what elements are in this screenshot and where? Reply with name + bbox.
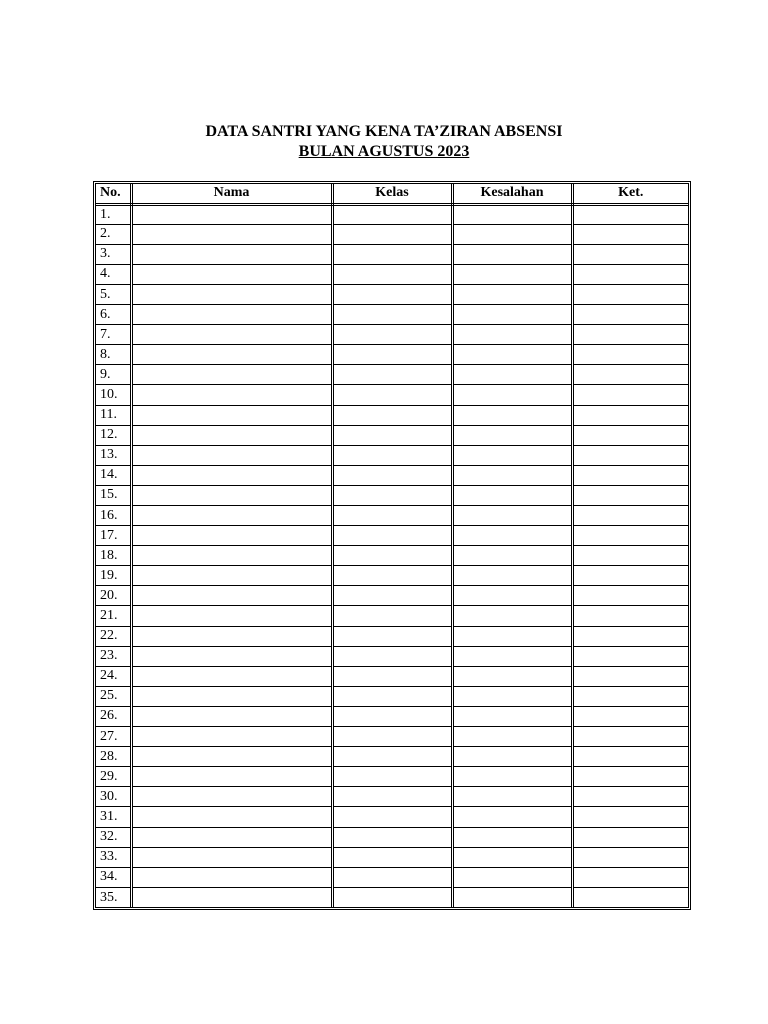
table-row (96, 485, 688, 505)
kelas-cell[interactable] (332, 506, 452, 526)
ket-cell[interactable] (572, 546, 688, 566)
nama-cell[interactable] (131, 465, 332, 485)
kesalahan-cell[interactable] (452, 224, 572, 244)
kelas-cell[interactable] (332, 626, 452, 646)
nama-cell[interactable] (131, 405, 332, 425)
ket-cell[interactable] (572, 867, 688, 887)
nama-cell[interactable] (131, 626, 332, 646)
ket-cell[interactable] (572, 284, 688, 304)
document-title: DATA SANTRI YANG KENA TA’ZIRAN ABSENSI (205, 123, 563, 140)
row-number: 28. (96, 747, 131, 767)
kelas-cell[interactable] (332, 485, 452, 505)
table-row (96, 405, 688, 425)
kelas-cell[interactable] (332, 666, 452, 686)
nama-cell[interactable] (131, 305, 332, 325)
kesalahan-cell[interactable] (452, 666, 572, 686)
row-number: 26. (96, 706, 131, 726)
kelas-cell[interactable] (332, 586, 452, 606)
kesalahan-cell[interactable] (452, 325, 572, 345)
table-row (96, 506, 688, 526)
ket-cell[interactable] (572, 345, 688, 365)
table-row (96, 284, 688, 304)
kesalahan-cell[interactable] (452, 686, 572, 706)
ket-cell[interactable] (572, 767, 688, 787)
nama-cell[interactable] (131, 586, 332, 606)
table-row (96, 706, 688, 726)
nama-cell[interactable] (131, 787, 332, 807)
row-number: 5. (96, 284, 131, 304)
document-subtitle: BULAN AGUSTUS 2023 (298, 143, 470, 160)
table-header-row (96, 184, 688, 204)
nama-cell[interactable] (131, 847, 332, 867)
kesalahan-cell[interactable] (452, 244, 572, 264)
kelas-cell[interactable] (332, 747, 452, 767)
kelas-cell[interactable] (332, 445, 452, 465)
row-number: 4. (96, 264, 131, 284)
table-row (96, 686, 688, 706)
kelas-cell[interactable] (332, 727, 452, 747)
ket-cell[interactable] (572, 425, 688, 445)
row-number: 13. (96, 445, 131, 465)
kesalahan-cell[interactable] (452, 887, 572, 907)
nama-cell[interactable] (131, 385, 332, 405)
table-row (96, 586, 688, 606)
kelas-cell[interactable] (332, 566, 452, 586)
nama-cell[interactable] (131, 566, 332, 586)
kelas-cell[interactable] (332, 807, 452, 827)
ket-cell[interactable] (572, 485, 688, 505)
kesalahan-cell[interactable] (452, 867, 572, 887)
table-row (96, 847, 688, 867)
row-number: 19. (96, 566, 131, 586)
kelas-cell[interactable] (332, 847, 452, 867)
row-number: 23. (96, 646, 131, 666)
kelas-cell[interactable] (332, 224, 452, 244)
header-kesalahan: Kesalahan (452, 184, 572, 204)
kesalahan-cell[interactable] (452, 526, 572, 546)
kelas-cell[interactable] (332, 787, 452, 807)
ket-cell[interactable] (572, 224, 688, 244)
kelas-cell[interactable] (332, 546, 452, 566)
kelas-cell[interactable] (332, 264, 452, 284)
kesalahan-cell[interactable] (452, 706, 572, 726)
row-number: 7. (96, 325, 131, 345)
row-number: 16. (96, 506, 131, 526)
ket-cell[interactable] (572, 385, 688, 405)
row-number: 31. (96, 807, 131, 827)
ket-cell[interactable] (572, 264, 688, 284)
table-row (96, 666, 688, 686)
kesalahan-cell[interactable] (452, 767, 572, 787)
ket-cell[interactable] (572, 727, 688, 747)
ket-cell[interactable] (572, 706, 688, 726)
nama-cell[interactable] (131, 767, 332, 787)
row-number: 35. (96, 887, 131, 907)
kesalahan-cell[interactable] (452, 445, 572, 465)
kelas-cell[interactable] (332, 325, 452, 345)
ket-cell[interactable] (572, 526, 688, 546)
table-row (96, 566, 688, 586)
ket-cell[interactable] (572, 244, 688, 264)
kelas-cell[interactable] (332, 767, 452, 787)
ket-cell[interactable] (572, 305, 688, 325)
ket-cell[interactable] (572, 666, 688, 686)
nama-cell[interactable] (131, 365, 332, 385)
table-row (96, 365, 688, 385)
table-row (96, 727, 688, 747)
table-row (96, 325, 688, 345)
table-row (96, 546, 688, 566)
row-number: 14. (96, 465, 131, 485)
nama-cell[interactable] (131, 425, 332, 445)
kelas-cell[interactable] (332, 526, 452, 546)
nama-cell[interactable] (131, 867, 332, 887)
table-row (96, 827, 688, 847)
nama-cell[interactable] (131, 204, 332, 224)
kelas-cell[interactable] (332, 686, 452, 706)
table-row (96, 465, 688, 485)
table-row (96, 204, 688, 224)
row-number: 34. (96, 867, 131, 887)
nama-cell[interactable] (131, 284, 332, 304)
ket-cell[interactable] (572, 365, 688, 385)
row-number: 30. (96, 787, 131, 807)
ket-cell[interactable] (572, 506, 688, 526)
kesalahan-cell[interactable] (452, 264, 572, 284)
kesalahan-cell[interactable] (452, 405, 572, 425)
kelas-cell[interactable] (332, 706, 452, 726)
kesalahan-cell[interactable] (452, 586, 572, 606)
kesalahan-cell[interactable] (452, 204, 572, 224)
nama-cell[interactable] (131, 686, 332, 706)
nama-cell[interactable] (131, 526, 332, 546)
ket-cell[interactable] (572, 847, 688, 867)
table-row (96, 445, 688, 465)
row-number: 20. (96, 586, 131, 606)
table-row (96, 807, 688, 827)
table-row (96, 767, 688, 787)
kelas-cell[interactable] (332, 244, 452, 264)
ket-cell[interactable] (572, 566, 688, 586)
kesalahan-cell[interactable] (452, 847, 572, 867)
table-row (96, 526, 688, 546)
nama-cell[interactable] (131, 807, 332, 827)
kesalahan-cell[interactable] (452, 485, 572, 505)
nama-cell[interactable] (131, 546, 332, 566)
kelas-cell[interactable] (332, 425, 452, 445)
kesalahan-cell[interactable] (452, 546, 572, 566)
nama-cell[interactable] (131, 224, 332, 244)
ket-cell[interactable] (572, 465, 688, 485)
kelas-cell[interactable] (332, 345, 452, 365)
ket-cell[interactable] (572, 626, 688, 646)
row-number: 29. (96, 767, 131, 787)
kelas-cell[interactable] (332, 204, 452, 224)
table-row (96, 787, 688, 807)
header-no: No. (96, 184, 131, 204)
ket-cell[interactable] (572, 747, 688, 767)
kesalahan-cell[interactable] (452, 646, 572, 666)
table-row (96, 305, 688, 325)
row-number: 8. (96, 345, 131, 365)
nama-cell[interactable] (131, 244, 332, 264)
row-number: 1. (96, 204, 131, 224)
kesalahan-cell[interactable] (452, 626, 572, 646)
ket-cell[interactable] (572, 204, 688, 224)
kesalahan-cell[interactable] (452, 827, 572, 847)
kesalahan-cell[interactable] (452, 606, 572, 626)
kelas-cell[interactable] (332, 606, 452, 626)
nama-cell[interactable] (131, 666, 332, 686)
kesalahan-cell[interactable] (452, 345, 572, 365)
row-number: 22. (96, 626, 131, 646)
ket-cell[interactable] (572, 405, 688, 425)
row-number: 33. (96, 847, 131, 867)
nama-cell[interactable] (131, 727, 332, 747)
kelas-cell[interactable] (332, 365, 452, 385)
table-row (96, 264, 688, 284)
ket-cell[interactable] (572, 686, 688, 706)
ket-cell[interactable] (572, 325, 688, 345)
kesalahan-cell[interactable] (452, 566, 572, 586)
table-row (96, 425, 688, 445)
kesalahan-cell[interactable] (452, 425, 572, 445)
ket-cell[interactable] (572, 586, 688, 606)
row-number: 12. (96, 425, 131, 445)
ket-cell[interactable] (572, 827, 688, 847)
header-ket: Ket. (572, 184, 688, 204)
ket-cell[interactable] (572, 606, 688, 626)
table-row (96, 626, 688, 646)
kesalahan-cell[interactable] (452, 365, 572, 385)
kesalahan-cell[interactable] (452, 284, 572, 304)
table-row (96, 224, 688, 244)
row-number: 24. (96, 666, 131, 686)
nama-cell[interactable] (131, 887, 332, 907)
nama-cell[interactable] (131, 646, 332, 666)
row-number: 21. (96, 606, 131, 626)
table-row (96, 747, 688, 767)
attendance-table-frame (93, 181, 691, 910)
row-number: 6. (96, 305, 131, 325)
nama-cell[interactable] (131, 485, 332, 505)
kelas-cell[interactable] (332, 887, 452, 907)
row-number: 9. (96, 365, 131, 385)
ket-cell[interactable] (572, 807, 688, 827)
row-number: 3. (96, 244, 131, 264)
table-row (96, 887, 688, 907)
nama-cell[interactable] (131, 445, 332, 465)
kelas-cell[interactable] (332, 405, 452, 425)
header-nama: Nama (131, 184, 332, 204)
nama-cell[interactable] (131, 606, 332, 626)
row-number: 11. (96, 405, 131, 425)
table-row (96, 244, 688, 264)
kesalahan-cell[interactable] (452, 385, 572, 405)
kesalahan-cell[interactable] (452, 465, 572, 485)
nama-cell[interactable] (131, 706, 332, 726)
kelas-cell[interactable] (332, 646, 452, 666)
kesalahan-cell[interactable] (452, 787, 572, 807)
kesalahan-cell[interactable] (452, 747, 572, 767)
row-number: 25. (96, 686, 131, 706)
ket-cell[interactable] (572, 787, 688, 807)
nama-cell[interactable] (131, 264, 332, 284)
row-number: 2. (96, 224, 131, 244)
kesalahan-cell[interactable] (452, 807, 572, 827)
row-number: 32. (96, 827, 131, 847)
row-number: 17. (96, 526, 131, 546)
table-body (96, 204, 688, 907)
header-kelas: Kelas (332, 184, 452, 204)
kelas-cell[interactable] (332, 465, 452, 485)
kelas-cell[interactable] (332, 305, 452, 325)
ket-cell[interactable] (572, 887, 688, 907)
row-number: 15. (96, 485, 131, 505)
table-row (96, 646, 688, 666)
table-row (96, 385, 688, 405)
kesalahan-cell[interactable] (452, 305, 572, 325)
nama-cell[interactable] (131, 506, 332, 526)
nama-cell[interactable] (131, 827, 332, 847)
kelas-cell[interactable] (332, 385, 452, 405)
nama-cell[interactable] (131, 345, 332, 365)
row-number: 18. (96, 546, 131, 566)
ket-cell[interactable] (572, 445, 688, 465)
nama-cell[interactable] (131, 325, 332, 345)
kesalahan-cell[interactable] (452, 727, 572, 747)
row-number: 27. (96, 727, 131, 747)
table-row (96, 867, 688, 887)
ket-cell[interactable] (572, 646, 688, 666)
kelas-cell[interactable] (332, 284, 452, 304)
kelas-cell[interactable] (332, 827, 452, 847)
table-row (96, 345, 688, 365)
nama-cell[interactable] (131, 747, 332, 767)
attendance-table (96, 184, 688, 907)
table-row (96, 606, 688, 626)
row-number: 10. (96, 385, 131, 405)
kesalahan-cell[interactable] (452, 506, 572, 526)
kelas-cell[interactable] (332, 867, 452, 887)
